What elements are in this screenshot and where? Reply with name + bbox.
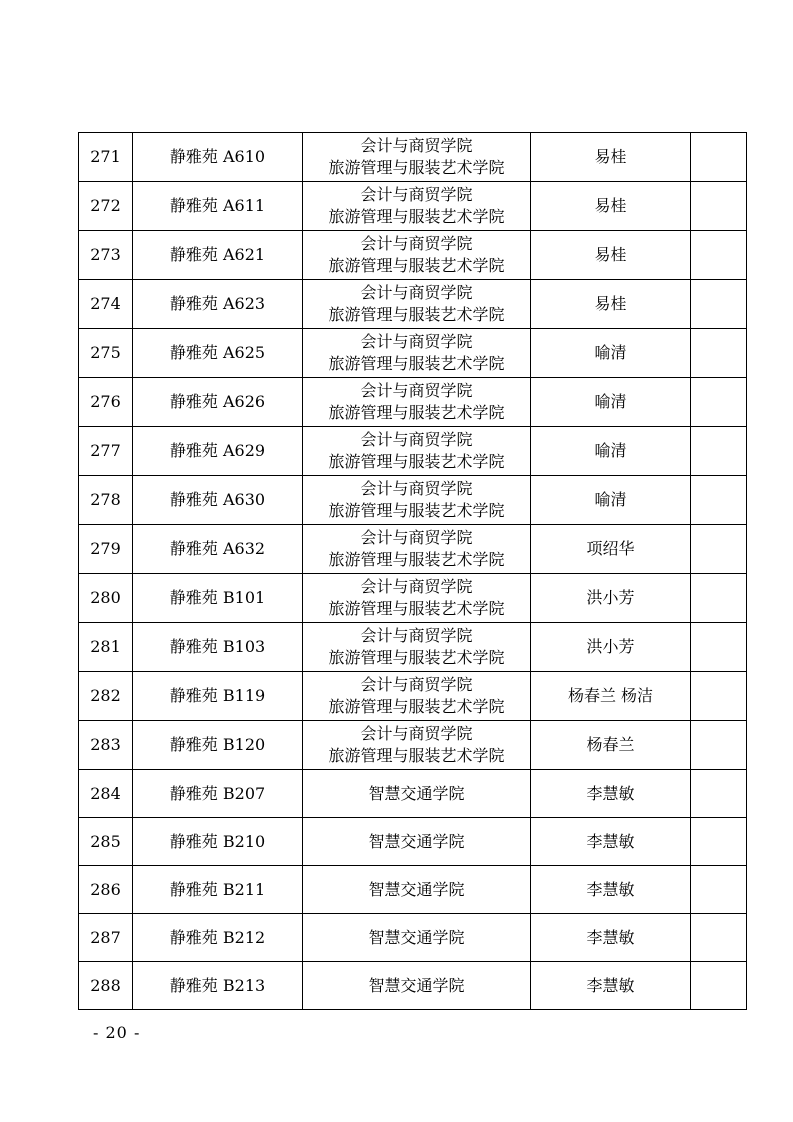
table-row	[79, 721, 747, 770]
row-number-cell: 274	[79, 280, 133, 329]
college-cell	[303, 962, 531, 1010]
dorm-room-cell: 静雅苑 B101	[133, 574, 303, 623]
college-cell	[303, 378, 531, 427]
college-name: 会计与商贸学院	[360, 479, 473, 498]
note-cell	[691, 914, 747, 962]
college-name: 旅游管理与服装艺术学院	[328, 746, 505, 765]
college-name: 会计与商贸学院	[360, 234, 473, 253]
note-cell	[691, 427, 747, 476]
row-number-cell: 288	[79, 962, 133, 1010]
college-name: 旅游管理与服装艺术学院	[328, 158, 505, 177]
row-number-cell: 278	[79, 476, 133, 525]
college-cell	[303, 914, 531, 962]
note-cell	[691, 721, 747, 770]
counselor-cell: 李慧敏	[531, 866, 691, 914]
counselor-cell: 易桂	[531, 133, 691, 182]
dorm-room-cell: 静雅苑 B213	[133, 962, 303, 1010]
note-cell	[691, 378, 747, 427]
counselor-cell: 易桂	[531, 280, 691, 329]
college-cell	[303, 721, 531, 770]
note-cell	[691, 962, 747, 1010]
college-name: 会计与商贸学院	[360, 724, 473, 743]
college-name: 旅游管理与服装艺术学院	[328, 599, 505, 618]
college-name: 智慧交通学院	[368, 975, 465, 995]
row-number-cell: 280	[79, 574, 133, 623]
college-cell	[303, 525, 531, 574]
table-row	[79, 231, 747, 280]
dorm-room-cell: 静雅苑 A610	[133, 133, 303, 182]
table-row	[79, 427, 747, 476]
note-cell	[691, 866, 747, 914]
note-cell	[691, 133, 747, 182]
row-number-cell: 272	[79, 182, 133, 231]
dorm-room-cell: 静雅苑 B211	[133, 866, 303, 914]
college-name: 会计与商贸学院	[360, 675, 473, 694]
counselor-cell: 喻清	[531, 476, 691, 525]
college-name: 会计与商贸学院	[360, 332, 473, 351]
college-name: 智慧交通学院	[368, 831, 465, 851]
college-name: 旅游管理与服装艺术学院	[328, 207, 505, 226]
dorm-room-cell: 静雅苑 A630	[133, 476, 303, 525]
counselor-cell: 李慧敏	[531, 962, 691, 1010]
table-row	[79, 623, 747, 672]
counselor-cell: 项绍华	[531, 525, 691, 574]
college-name: 旅游管理与服装艺术学院	[328, 305, 505, 324]
college-cell	[303, 280, 531, 329]
note-cell	[691, 574, 747, 623]
college-name: 旅游管理与服装艺术学院	[328, 697, 505, 716]
counselor-cell: 洪小芳	[531, 623, 691, 672]
dorm-room-cell: 静雅苑 B120	[133, 721, 303, 770]
row-number-cell: 287	[79, 914, 133, 962]
counselor-cell: 李慧敏	[531, 818, 691, 866]
college-name: 旅游管理与服装艺术学院	[328, 452, 505, 471]
college-name: 旅游管理与服装艺术学院	[328, 648, 505, 667]
college-name: 会计与商贸学院	[360, 528, 473, 547]
college-cell	[303, 818, 531, 866]
row-number-cell: 281	[79, 623, 133, 672]
note-cell	[691, 231, 747, 280]
row-number-cell: 284	[79, 770, 133, 818]
note-cell	[691, 623, 747, 672]
college-name: 旅游管理与服装艺术学院	[328, 501, 505, 520]
counselor-cell: 易桂	[531, 182, 691, 231]
counselor-cell: 李慧敏	[531, 914, 691, 962]
row-number-cell: 275	[79, 329, 133, 378]
college-name: 旅游管理与服装艺术学院	[328, 550, 505, 569]
college-name: 旅游管理与服装艺术学院	[328, 354, 505, 373]
college-cell	[303, 672, 531, 721]
college-cell	[303, 574, 531, 623]
table-row	[79, 866, 747, 914]
dorm-room-cell: 静雅苑 A626	[133, 378, 303, 427]
table-row	[79, 378, 747, 427]
college-name: 智慧交通学院	[368, 879, 465, 899]
table-row	[79, 182, 747, 231]
table-row	[79, 525, 747, 574]
college-name: 旅游管理与服装艺术学院	[328, 256, 505, 275]
table-row	[79, 962, 747, 1010]
college-name: 智慧交通学院	[368, 783, 465, 803]
college-name: 智慧交通学院	[368, 927, 465, 947]
dorm-room-cell: 静雅苑 A625	[133, 329, 303, 378]
college-name: 会计与商贸学院	[360, 185, 473, 204]
note-cell	[691, 525, 747, 574]
table-row	[79, 914, 747, 962]
table-row	[79, 574, 747, 623]
college-name: 会计与商贸学院	[360, 577, 473, 596]
table-row	[79, 672, 747, 721]
college-cell	[303, 866, 531, 914]
counselor-cell: 杨春兰 杨洁	[531, 672, 691, 721]
note-cell	[691, 818, 747, 866]
college-cell	[303, 770, 531, 818]
counselor-cell: 李慧敏	[531, 770, 691, 818]
college-cell	[303, 231, 531, 280]
table-row	[79, 280, 747, 329]
counselor-cell: 洪小芳	[531, 574, 691, 623]
college-name: 会计与商贸学院	[360, 381, 473, 400]
note-cell	[691, 672, 747, 721]
dorm-room-cell: 静雅苑 B212	[133, 914, 303, 962]
page-number: - 20 -	[93, 1023, 141, 1042]
dorm-room-cell: 静雅苑 A611	[133, 182, 303, 231]
table-row	[79, 770, 747, 818]
row-number-cell: 285	[79, 818, 133, 866]
table-row	[79, 818, 747, 866]
table-row	[79, 133, 747, 182]
row-number-cell: 286	[79, 866, 133, 914]
dormitory-table-body	[79, 133, 747, 1010]
dorm-room-cell: 静雅苑 B119	[133, 672, 303, 721]
dorm-room-cell: 静雅苑 B210	[133, 818, 303, 866]
counselor-cell: 喻清	[531, 427, 691, 476]
dorm-room-cell: 静雅苑 B207	[133, 770, 303, 818]
dormitory-table	[78, 132, 747, 1010]
row-number-cell: 273	[79, 231, 133, 280]
note-cell	[691, 182, 747, 231]
dorm-room-cell: 静雅苑 A621	[133, 231, 303, 280]
table-row	[79, 476, 747, 525]
college-cell	[303, 476, 531, 525]
counselor-cell: 易桂	[531, 231, 691, 280]
row-number-cell: 282	[79, 672, 133, 721]
college-cell	[303, 427, 531, 476]
college-cell	[303, 182, 531, 231]
row-number-cell: 283	[79, 721, 133, 770]
college-name: 会计与商贸学院	[360, 430, 473, 449]
college-name: 会计与商贸学院	[360, 283, 473, 302]
college-cell	[303, 133, 531, 182]
college-name: 旅游管理与服装艺术学院	[328, 403, 505, 422]
dorm-room-cell: 静雅苑 A632	[133, 525, 303, 574]
counselor-cell: 杨春兰	[531, 721, 691, 770]
row-number-cell: 276	[79, 378, 133, 427]
note-cell	[691, 280, 747, 329]
college-name: 会计与商贸学院	[360, 136, 473, 155]
table-row	[79, 329, 747, 378]
note-cell	[691, 476, 747, 525]
counselor-cell: 喻清	[531, 378, 691, 427]
dorm-room-cell: 静雅苑 A629	[133, 427, 303, 476]
dorm-room-cell: 静雅苑 A623	[133, 280, 303, 329]
counselor-cell: 喻清	[531, 329, 691, 378]
college-cell	[303, 623, 531, 672]
college-name: 会计与商贸学院	[360, 626, 473, 645]
row-number-cell: 277	[79, 427, 133, 476]
note-cell	[691, 329, 747, 378]
row-number-cell: 271	[79, 133, 133, 182]
college-cell	[303, 329, 531, 378]
dorm-room-cell: 静雅苑 B103	[133, 623, 303, 672]
row-number-cell: 279	[79, 525, 133, 574]
note-cell	[691, 770, 747, 818]
